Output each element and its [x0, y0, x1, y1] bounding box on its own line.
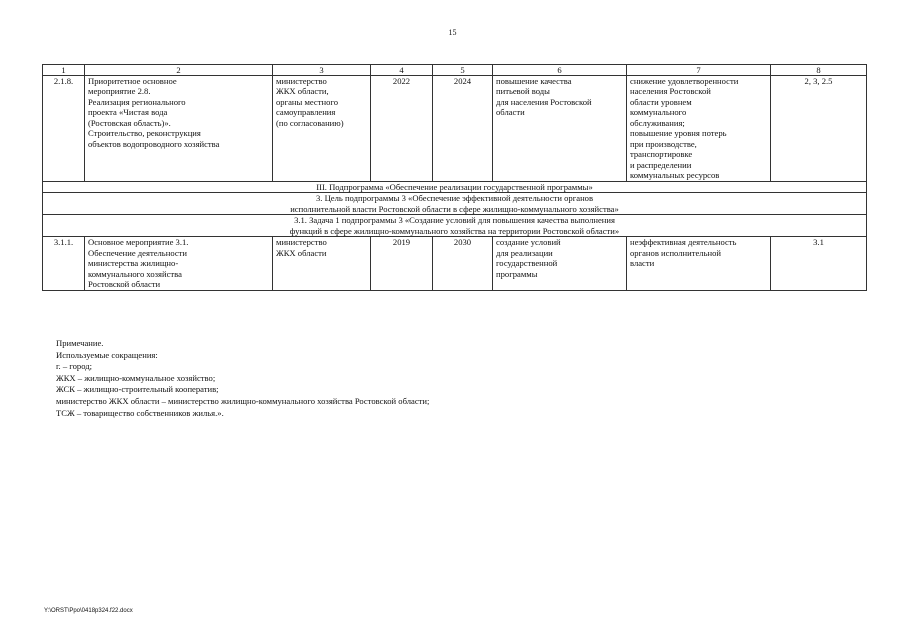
text-line: министерство — [276, 237, 327, 248]
text-line: Приоритетное основное — [88, 76, 177, 86]
abbreviation-item: министерство ЖКХ области – министерство жилищно-коммунального хозяйства Ростовской области; — [56, 395, 430, 406]
text-line: повышение уровня потерь — [630, 128, 727, 139]
text-line: органы местного — [276, 96, 338, 107]
text-line: коммунальных ресурсов — [630, 170, 720, 181]
text-line: государственной — [496, 258, 558, 269]
text-line: ЖКХ области, — [276, 86, 329, 97]
text-line: функций в сфере жилищно-коммунального хозяйства на территории Ростовской области» — [289, 225, 620, 236]
header-cell: 7 — [627, 65, 771, 76]
executor — [273, 76, 371, 182]
text-line: Основное мероприятие 3.1. — [88, 237, 189, 248]
indicator-link: 2, 3, 2.5 — [771, 76, 867, 182]
text-line: Реализация регионального — [88, 96, 186, 107]
abbreviation-item: ЖСК – жилищно-строительный кооператив; — [56, 384, 219, 395]
end-year: 2024 — [433, 76, 493, 182]
measures-table — [42, 64, 867, 291]
text-line: транспортировке — [630, 149, 693, 160]
subprogram-row — [43, 181, 867, 192]
consequences — [627, 237, 771, 290]
text-line: министерства жилищно- — [88, 258, 179, 269]
table-row — [43, 237, 867, 290]
footer-file-path: Y:\ORST\Ppo\0418p324.f22.docx — [44, 608, 133, 614]
text-line: населения Ростовской — [630, 86, 711, 97]
subprogram-goal — [43, 193, 867, 215]
text-line: Строительство, реконструкция — [88, 128, 201, 139]
expected-result — [493, 76, 627, 182]
text-line: (по согласованию) — [276, 117, 344, 128]
text-line: снижение удовлетворенности — [630, 76, 739, 86]
measure-name — [85, 76, 273, 182]
notes-section — [56, 338, 429, 419]
subprogram-task — [43, 215, 867, 237]
text-line: ЖКХ области — [276, 247, 327, 258]
abbreviation-item: ТСЖ – товарищество собственников жилья.». — [56, 407, 224, 418]
text-line: объектов водопроводного хозяйства — [88, 138, 220, 149]
text-line: Обеспечение деятельности — [88, 247, 188, 258]
text-line: коммунального хозяйства — [88, 268, 182, 279]
row-number: 3.1.1. — [43, 237, 85, 290]
text-line: 3.1. Задача 1 подпрограммы 3 «Создание условий для повышения качества выполнения — [294, 215, 615, 226]
consequences — [627, 76, 771, 182]
table-row — [43, 76, 867, 182]
abbreviation-item: г. – город; — [56, 361, 93, 372]
text-line: министерство — [276, 76, 327, 86]
text-line: самоуправления — [276, 107, 336, 118]
header-cell: 8 — [771, 65, 867, 76]
text-line: области уровнем — [630, 96, 692, 107]
text-line: коммунального — [630, 107, 687, 118]
text-line: и распределении — [630, 159, 692, 170]
text-line: мероприятие 2.8. — [88, 86, 151, 97]
text-line: при производстве, — [630, 138, 697, 149]
text-line: власти — [630, 258, 655, 269]
text-line: органов исполнительной — [630, 247, 721, 258]
text-line: 3. Цель подпрограммы 3 «Обеспечение эффективной деятельности органов — [315, 193, 594, 204]
text-line: питьевой воды — [496, 86, 550, 97]
text-line: создание условий — [496, 237, 561, 248]
header-cell: 4 — [371, 65, 433, 76]
start-year: 2019 — [371, 237, 433, 290]
subprogram-title: III. Подпрограмма «Обеспечение реализации государственной программы» — [43, 181, 867, 192]
text-line: области — [496, 107, 525, 118]
end-year: 2030 — [433, 237, 493, 290]
text-line: (Ростовская область)». — [88, 117, 171, 128]
text-line: обслуживания; — [630, 117, 685, 128]
header-cell: 1 — [43, 65, 85, 76]
text-line: неэффективная деятельность — [630, 237, 737, 248]
text-line: программы — [496, 268, 538, 279]
abbreviation-item: ЖКХ – жилищно-коммунальное хозяйство; — [56, 372, 216, 383]
text-line: повышение качества — [496, 76, 572, 86]
notes-title: Примечание. — [56, 338, 104, 348]
expected-result — [493, 237, 627, 290]
notes-intro: Используемые сокращения: — [56, 349, 158, 360]
text-line: Ростовской области — [88, 279, 161, 290]
page-number: 15 — [448, 28, 457, 37]
text-line: для реализации — [496, 247, 553, 258]
table-header-row — [43, 65, 867, 76]
start-year: 2022 — [371, 76, 433, 182]
text-line: проекта «Чистая вода — [88, 107, 168, 118]
task-row — [43, 215, 867, 237]
indicator-link: 3.1 — [771, 237, 867, 290]
goal-row — [43, 193, 867, 215]
measure-name — [85, 237, 273, 290]
header-cell: 5 — [433, 65, 493, 76]
header-cell: 2 — [85, 65, 273, 76]
header-cell: 3 — [273, 65, 371, 76]
row-number: 2.1.8. — [43, 76, 85, 182]
text-line: исполнительной власти Ростовской области в сфере жилищно-коммунального хозяйства» — [290, 203, 619, 214]
text-line: для населения Ростовской — [496, 96, 592, 107]
header-cell: 6 — [493, 65, 627, 76]
executor — [273, 237, 371, 290]
